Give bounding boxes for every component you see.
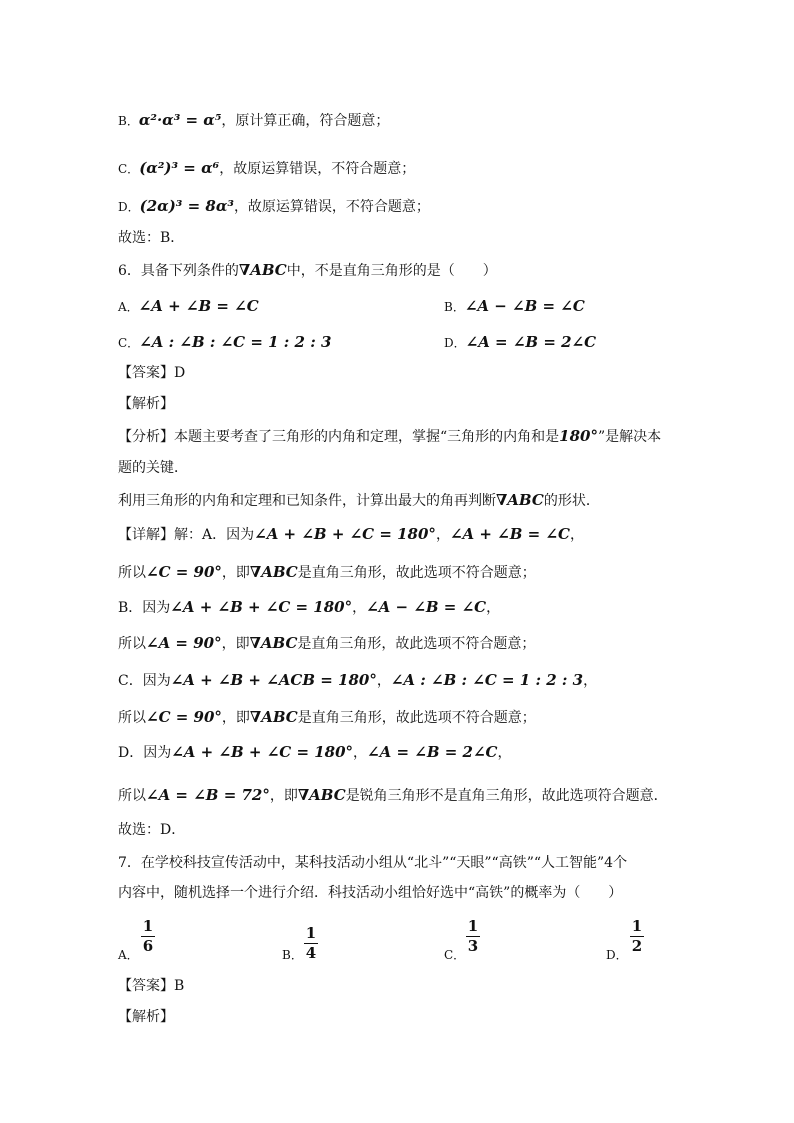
fraction-numerator: 1 bbox=[631, 917, 643, 935]
math-expression: α²·α³ = α⁵ bbox=[138, 111, 222, 129]
option-label: D． bbox=[118, 200, 140, 214]
option-label: C． bbox=[444, 948, 466, 962]
detail-text: ， bbox=[353, 745, 368, 761]
fraction bbox=[304, 925, 318, 962]
detail-text: 是直角三角形，故此选项不符合题意； bbox=[297, 565, 536, 581]
detail-text: ，即 bbox=[221, 636, 250, 652]
fraction-denominator: 6 bbox=[142, 937, 154, 955]
math-expression: ∠A : ∠B : ∠C = 1 : 2 : 3 bbox=[390, 671, 584, 689]
fraction bbox=[141, 918, 155, 955]
detail-text: ， bbox=[352, 600, 367, 616]
option-label: B． bbox=[444, 300, 465, 314]
triangle-symbol: ∇ABC bbox=[238, 261, 287, 279]
stem-text: 中，不是直角三角形的是（ ） bbox=[286, 263, 497, 279]
fraction-numerator: 1 bbox=[142, 917, 154, 935]
q6-detail-line-2 bbox=[118, 562, 536, 583]
q6-detail-line-5 bbox=[118, 670, 597, 691]
detail-text: D．因为 bbox=[118, 745, 172, 761]
detail-text: ， bbox=[486, 600, 501, 616]
option-label: C． bbox=[118, 336, 140, 350]
q6-analysis-heading: 【解析】 bbox=[118, 396, 174, 412]
prev-option-d bbox=[118, 196, 430, 217]
detail-text: 所以 bbox=[118, 636, 146, 652]
detail-text: ，即 bbox=[221, 565, 250, 581]
math-expression: ∠A + ∠B + ∠ACB = 180° bbox=[170, 671, 377, 689]
q6-detail-line-6 bbox=[118, 707, 536, 728]
detail-text: ， bbox=[435, 527, 450, 543]
analysis-text: ”是解决本 bbox=[597, 429, 662, 445]
q6-analysis-line-2: 题的关键． bbox=[118, 460, 188, 476]
math-expression: ∠A + ∠B = ∠C bbox=[449, 525, 570, 543]
option-text: ，故原运算错误，不符合题意； bbox=[233, 199, 430, 215]
detail-text: ，即 bbox=[269, 788, 298, 804]
math-expression: ∠A + ∠B + ∠C = 180° bbox=[170, 598, 353, 616]
question-7-stem-line-1: 7．在学校科技宣传活动中，某科技活动小组从“北斗”“天眼”“高铁”“人工智能”4个 bbox=[118, 855, 628, 871]
prev-option-c bbox=[118, 158, 415, 179]
detail-text: ， bbox=[583, 673, 598, 689]
analysis-text: 的形状． bbox=[543, 493, 600, 509]
option-label: B． bbox=[282, 948, 303, 962]
math-expression: ∠A + ∠B = ∠C bbox=[138, 297, 259, 315]
detail-text: 所以 bbox=[118, 788, 146, 804]
detail-text: ， bbox=[376, 673, 391, 689]
q6-answer: 【答案】D bbox=[118, 365, 186, 381]
option-label: B． bbox=[118, 114, 139, 128]
triangle-symbol: ∇ABC bbox=[249, 563, 298, 581]
detail-text: 是直角三角形，故此选项不符合题意； bbox=[297, 710, 536, 726]
math-expression: ∠C = 90° bbox=[146, 708, 222, 726]
analysis-text: 【分析】本题主要考查了三角形的内角和定理，掌握“三角形的内角和是 bbox=[118, 429, 560, 445]
q6-detail-line-8 bbox=[118, 785, 668, 806]
math-expression: ∠C = 90° bbox=[146, 563, 222, 581]
detail-text: B．因为 bbox=[118, 600, 171, 616]
option-label: D． bbox=[444, 336, 466, 350]
math-expression: (2α)³ = 8α³ bbox=[139, 197, 234, 215]
math-expression: ∠A = 90° bbox=[146, 634, 222, 652]
math-expression: 180° bbox=[559, 427, 598, 445]
q6-final-choice: 故选：D． bbox=[118, 822, 186, 838]
stem-text: 6．具备下列条件的 bbox=[118, 263, 239, 279]
q6-detail-line-7 bbox=[118, 742, 511, 763]
detail-text: 是锐角三角形不是直角三角形，故此选项符合题意． bbox=[345, 788, 668, 804]
option-label: A． bbox=[118, 300, 139, 314]
math-expression: ∠A = ∠B = 72° bbox=[146, 786, 270, 804]
triangle-symbol: ∇ABC bbox=[297, 786, 346, 804]
math-expression: ∠A + ∠B + ∠C = 180° bbox=[254, 525, 436, 543]
q6-option-c bbox=[118, 332, 331, 353]
math-expression: ∠A : ∠B : ∠C = 1 : 2 : 3 bbox=[139, 333, 332, 351]
prev-option-b bbox=[118, 110, 389, 131]
q7-analysis-heading: 【解析】 bbox=[118, 1009, 174, 1025]
fraction-denominator: 4 bbox=[305, 944, 317, 962]
math-expression: ∠A + ∠B + ∠C = 180° bbox=[171, 743, 354, 761]
detail-text: 是直角三角形，故此选项不符合题意； bbox=[297, 636, 536, 652]
prev-answer-choice: 故选：B． bbox=[118, 230, 185, 246]
q7-answer: 【答案】B bbox=[118, 978, 185, 994]
math-expression: ∠A − ∠B = ∠C bbox=[366, 598, 487, 616]
option-label: C． bbox=[118, 162, 140, 176]
detail-text: ，即 bbox=[221, 710, 250, 726]
option-text: ，原计算正确，符合题意； bbox=[221, 113, 390, 129]
question-6-stem bbox=[118, 260, 497, 281]
detail-text: ， bbox=[569, 527, 584, 543]
q6-option-b bbox=[444, 296, 585, 317]
q6-option-d bbox=[444, 332, 596, 353]
fraction-denominator: 2 bbox=[631, 937, 643, 955]
detail-text: ， bbox=[497, 745, 512, 761]
math-expression: ∠A − ∠B = ∠C bbox=[464, 297, 585, 315]
analysis-text: 利用三角形的内角和定理和已知条件，计算出最大的角再判断 bbox=[118, 493, 496, 509]
fraction-denominator: 3 bbox=[467, 937, 479, 955]
triangle-symbol: ∇ABC bbox=[249, 634, 298, 652]
option-text: ，故原运算错误，不符合题意； bbox=[219, 161, 416, 177]
q6-analysis-line-3 bbox=[118, 490, 600, 511]
fraction bbox=[466, 918, 480, 955]
detail-text: 【详解】解：A．因为 bbox=[118, 527, 255, 543]
option-label: D． bbox=[606, 948, 628, 962]
option-label: A． bbox=[118, 948, 139, 962]
q6-option-a bbox=[118, 296, 259, 317]
math-expression: ∠A = ∠B = 2∠C bbox=[367, 743, 498, 761]
triangle-symbol: ∇ABC bbox=[249, 708, 298, 726]
question-7-stem-line-2: 内容中，随机选择一个进行介绍．科技活动小组恰好选中“高铁”的概率为（ ） bbox=[118, 885, 623, 901]
detail-text: C．因为 bbox=[118, 673, 171, 689]
q6-detail-line-4 bbox=[118, 633, 535, 654]
q6-detail-line-3 bbox=[118, 597, 500, 618]
math-expression: ∠A = ∠B = 2∠C bbox=[465, 333, 597, 351]
fraction-numerator: 1 bbox=[467, 917, 479, 935]
triangle-symbol: ∇ABC bbox=[496, 491, 544, 509]
math-expression: (α²)³ = α⁶ bbox=[139, 159, 220, 177]
fraction-numerator: 1 bbox=[305, 924, 317, 942]
fraction bbox=[630, 918, 644, 955]
q6-detail-line-1 bbox=[118, 524, 584, 545]
q6-analysis-line-1 bbox=[118, 426, 661, 447]
detail-text: 所以 bbox=[118, 565, 146, 581]
detail-text: 所以 bbox=[118, 710, 146, 726]
